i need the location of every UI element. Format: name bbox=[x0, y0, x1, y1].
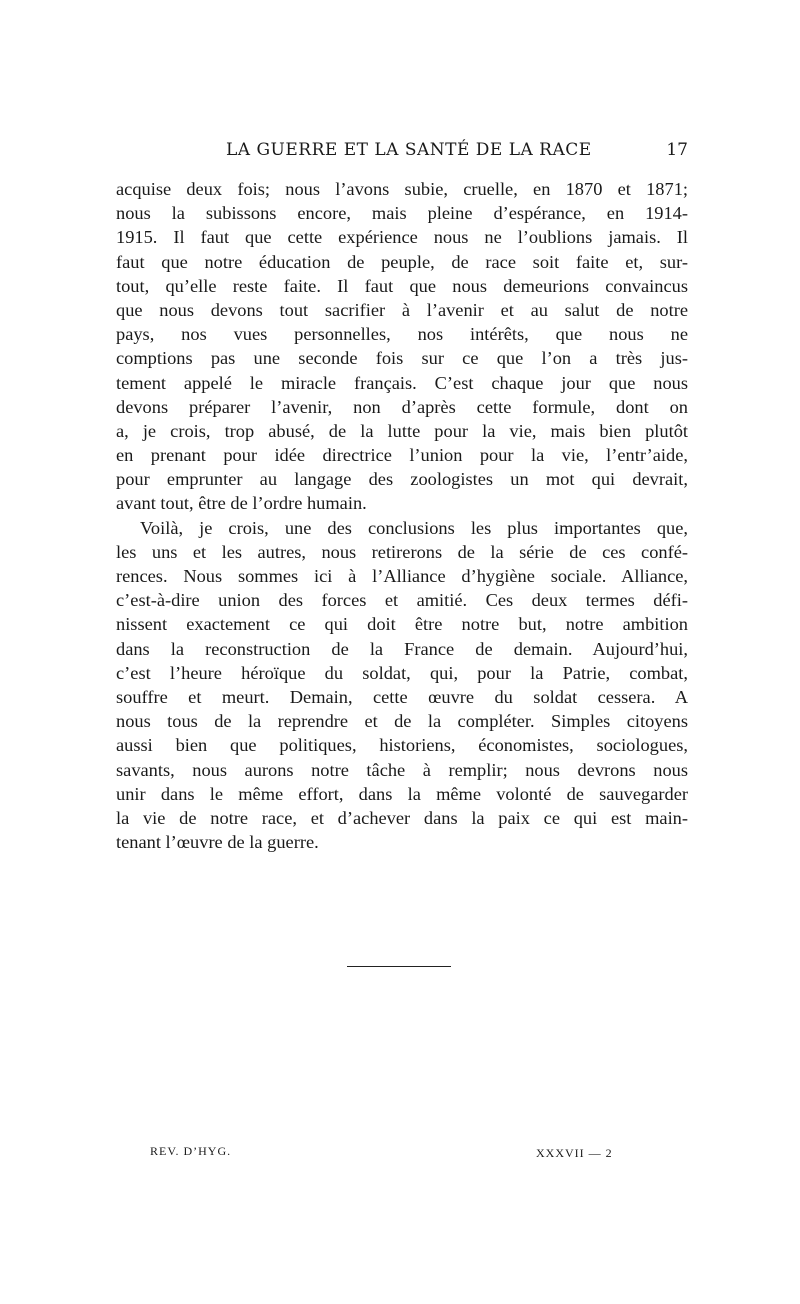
text-line: nissent exactement ce qui doit être notre but, notre ambition bbox=[116, 614, 688, 635]
text-line: en prenant pour idée directrice l’union pour la vie, l’entr’aide, bbox=[116, 445, 688, 466]
text-line: pays, nos vues personnelles, nos intérêts, que nous ne bbox=[116, 324, 688, 345]
text-line: acquise deux fois; nous l’avons subie, cruelle, en 1870 et 1871; bbox=[116, 179, 688, 199]
text-line: que nous devons tout sacrifier à l’avenir et au salut de notre bbox=[116, 299, 688, 320]
text-line: comptions pas une seconde fois sur ce que l’on a très jus- bbox=[116, 348, 688, 369]
text-line: aussi bien que politiques, historiens, économistes, sociologues, bbox=[116, 735, 688, 756]
text-line: a, je crois, trop abusé, de la lutte pour la vie, mais bien plutôt bbox=[116, 420, 688, 441]
running-head bbox=[116, 140, 688, 166]
text-line: 1915. Il faut que cette expérience nous ne l’oublions jamais. Il bbox=[116, 227, 688, 248]
text-line: la vie de notre race, et d’achever dans la paix ce qui est main- bbox=[116, 807, 688, 828]
paragraph-2 bbox=[116, 516, 688, 855]
text-line: tenant l’œuvre de la guerre. bbox=[116, 832, 319, 853]
text-line: pour emprunter au langage des zoologistes un mot qui devrait, bbox=[116, 469, 688, 490]
text-line: c’est-à-dire union des forces et amitié. Ces deux termes défi- bbox=[116, 590, 688, 611]
text-line: les uns et les autres, nous retirerons de la série de ces confé- bbox=[116, 541, 688, 562]
footer-journal-signature: REV. D’HYG. bbox=[150, 1144, 232, 1158]
section-divider-rule bbox=[347, 966, 451, 967]
text-line: rences. Nous sommes ici à l’Alliance d’hygiène sociale. Alliance, bbox=[116, 566, 688, 586]
text-line: Voilà, je crois, une des conclusions les plus importantes que, bbox=[140, 517, 688, 538]
text-line: tement appelé le miracle français. C’est chaque jour que nous bbox=[116, 372, 688, 393]
page-number: 17 bbox=[666, 140, 688, 160]
running-title: LA GUERRE ET LA SANTÉ DE LA RACE bbox=[226, 140, 592, 160]
text-line: devons préparer l’avenir, non d’après cette formule, dont on bbox=[116, 396, 688, 417]
text-line: avant tout, être de l’ordre humain. bbox=[116, 493, 367, 514]
text-line: faut que notre éducation de peuple, de race soit faite et, sur- bbox=[116, 251, 688, 272]
text-line: unir dans le même effort, dans la même volonté de sauvegarder bbox=[116, 783, 688, 804]
paragraph-1 bbox=[116, 177, 688, 516]
footer-volume-signature: XXXVII — 2 bbox=[536, 1146, 613, 1160]
text-line: c’est l’heure héroïque du soldat, qui, pour la Patrie, combat, bbox=[116, 662, 688, 683]
text-line: souffre et meurt. Demain, cette œuvre du soldat cessera. A bbox=[116, 686, 688, 707]
text-line: nous tous de la reprendre et de la compléter. Simples citoyens bbox=[116, 711, 688, 732]
body-text bbox=[116, 177, 688, 854]
text-line: dans la reconstruction de la France de demain. Aujourd’hui, bbox=[116, 638, 688, 659]
text-line: savants, nous aurons notre tâche à remplir; nous devrons nous bbox=[116, 759, 688, 780]
text-line: nous la subissons encore, mais pleine d’espérance, en 1914- bbox=[116, 203, 688, 224]
text-line: tout, qu’elle reste faite. Il faut que nous demeurions convaincus bbox=[116, 275, 688, 296]
